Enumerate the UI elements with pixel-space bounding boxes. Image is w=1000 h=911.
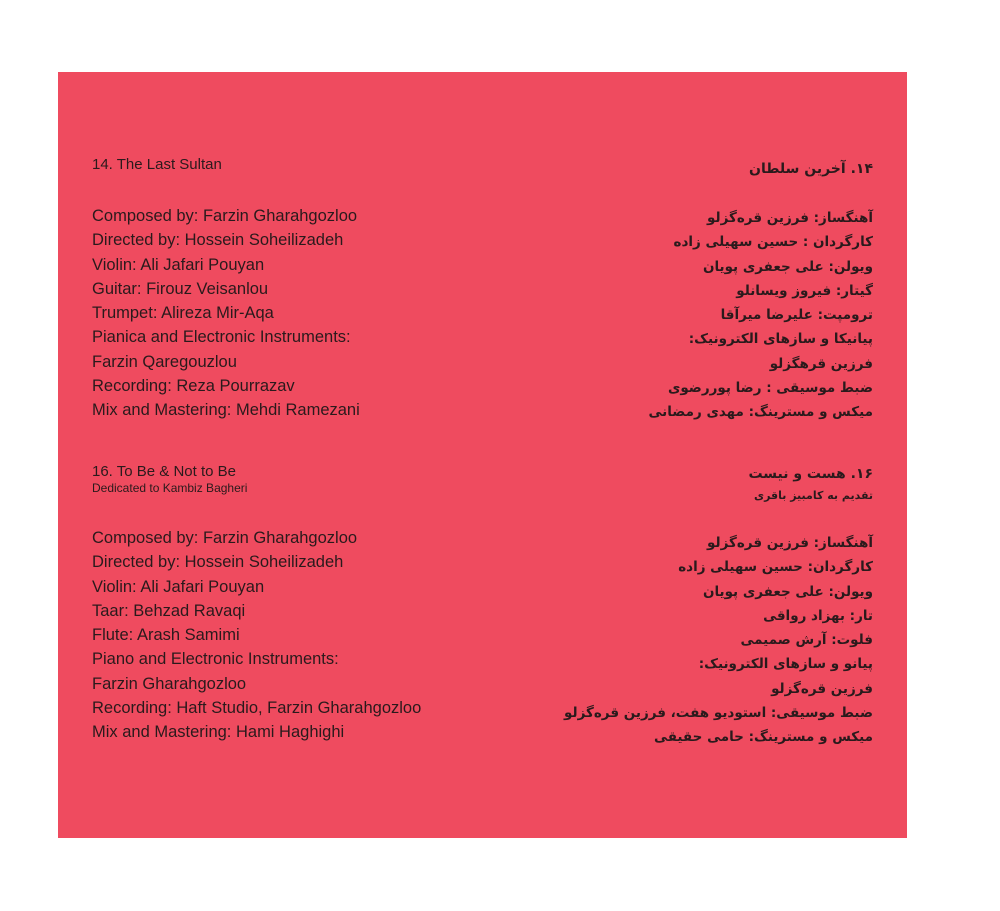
credit-line: تار: بهزاد رواقی [763, 607, 873, 624]
credit-line: Piano and Electronic Instruments: [92, 650, 339, 669]
credit-line: Mix and Mastering: Mehdi Ramezani [92, 401, 360, 420]
credit-line: Recording: Haft Studio, Farzin Gharahgozloo [92, 699, 422, 718]
credit-line: Composed by: Farzin Gharahgozloo [92, 207, 358, 225]
credit-line: گیتار: فیروز ویسانلو [736, 282, 873, 299]
booklet-page [58, 72, 907, 838]
credit-line: Recording: Reza Pourrazav [92, 377, 295, 396]
credit-line: فرزین قرهگزلو [769, 355, 873, 372]
credit-line: ویولن: علی جعفری پویان [702, 583, 873, 600]
track-16-credits-en [92, 463, 421, 745]
credit-line: Composed by: Farzin Gharahgozloo [92, 529, 358, 547]
credit-line: میکس و مسترینگ: حامی حقیقی [654, 729, 873, 746]
credit-line: ضبط موسیقی: استودیو هفت، فرزین قره‌گزلو [564, 705, 873, 722]
credit-line: کارگردان : حسین سهیلی زاده [673, 234, 873, 251]
track-16-dedication-fa: تقدیم به کامبیز باقری [754, 489, 873, 502]
credit-line: Violin: Ali Jafari Pouyan [92, 577, 265, 596]
track-14-title-en: 14. The Last Sultan [92, 156, 222, 173]
credit-line: Pianica and Electronic Instruments: [92, 328, 351, 347]
track-14-credits-en [92, 156, 360, 423]
credit-line: آهنگساز: فرزین قره‌گزلو [707, 210, 873, 226]
credit-line: Violin: Ali Jafari Pouyan [92, 255, 265, 274]
track-16-dedication-en: Dedicated to Kambiz Bagheri [92, 481, 248, 495]
track-16-title-fa: ۱۶. هست و نیست [748, 466, 873, 482]
credit-line: میکس و مسترینگ: مهدی رمضانی [648, 404, 873, 421]
credit-line: پیانو و سازهای الکترونیک: [698, 656, 873, 673]
track-14-credits-fa [649, 160, 873, 425]
credit-line: فلوت: آرش صمیمی [740, 632, 873, 649]
credit-line: ضبط موسیقی : رضا پوررضوی [667, 380, 873, 397]
credit-line: پیانیکا و سازهای الکترونیک: [688, 331, 873, 348]
credit-line: Farzin Gharahgozloo [92, 674, 247, 693]
track-16-credits-fa [564, 465, 873, 750]
credit-line: ترومپت: علیرضا میرآقا [720, 307, 873, 324]
credit-line: Flute: Arash Samimi [92, 626, 240, 645]
credit-line: Directed by: Hossein Soheilizadeh [92, 553, 344, 572]
track-14-title-fa: ۱۴. آخرین سلطان [749, 161, 873, 177]
credit-line: Mix and Mastering: Hami Haghighi [92, 723, 345, 742]
credit-line: فرزین قره‌گزلو [771, 680, 873, 697]
credit-line: Directed by: Hossein Soheilizadeh [92, 231, 344, 250]
credit-line: ویولن: علی جعفری پویان [702, 258, 873, 275]
credit-line: آهنگساز: فرزین قره‌گزلو [707, 535, 873, 551]
credit-line: Farzin Qaregouzlou [92, 352, 237, 371]
track-16-title-en: 16. To Be & Not to Be [92, 463, 236, 480]
credit-line: کارگردان: حسین سهیلی زاده [678, 559, 873, 576]
credit-line: Taar: Behzad Ravaqi [92, 601, 246, 620]
credit-line: Trumpet: Alireza Mir-Aqa [92, 304, 274, 323]
credit-line: Guitar: Firouz Veisanlou [92, 279, 269, 298]
